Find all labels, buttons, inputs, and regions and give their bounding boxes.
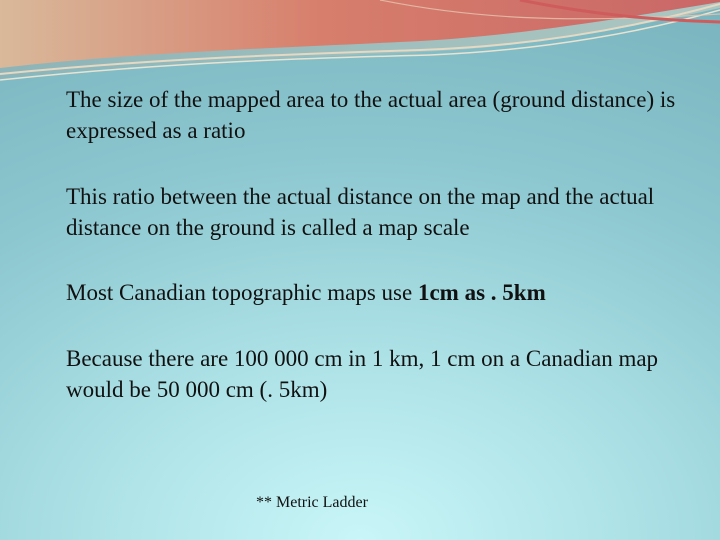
footnote-metric-ladder: ** Metric Ladder [256,494,368,511]
paragraph-conversion: Because there are 100 000 cm in 1 km, 1 cm on a Canadian map would be 50 000 cm (. 5km) [66,346,659,402]
paragraph-ratio-definition: The size of the mapped area to the actual area (ground distance) is expressed as a ratio [66,87,676,143]
paragraph-canadian-maps [66,277,546,308]
scale-emphasis: 1cm as . 5km [417,280,546,305]
canadian-maps-text: Most Canadian topographic maps use [66,280,418,305]
header-swoosh-decoration [0,0,720,90]
paragraph-map-scale-definition: This ratio between the actual distance on the map and the actual distance on the ground is called a map scale [66,184,655,240]
